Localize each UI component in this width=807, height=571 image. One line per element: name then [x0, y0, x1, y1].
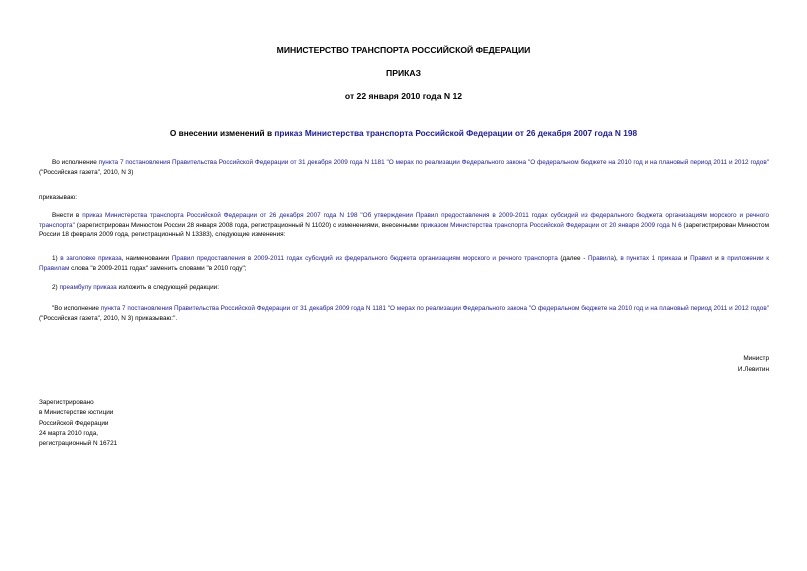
signature-position: Министр [743, 355, 769, 362]
p5-text1: 2) [52, 284, 60, 291]
title-prefix: О внесении изменений в [169, 128, 275, 138]
registration-line: регистрационный N 16721 [39, 440, 118, 448]
ministry-heading: МИНИСТЕРСТВО ТРАНСПОРТА РОССИЙСКОЙ ФЕДЕРАЦИИ [276, 45, 531, 55]
paragraph-preamble [39, 158, 769, 177]
p3-order-198-link[interactable]: приказ Министерства транспорта Российской Федерации от 26 декабря 2007 года N 198 "Об утверждении Правил предоставления в 2009-2011 годах субсидий из федерального бюджета организациям морского и речного транспорта" [39, 212, 769, 229]
p3-order-6-link[interactable]: приказом Министерства транспорта Российской Федерации от 20 января 2009 года N 6 [420, 221, 682, 229]
p4-rules-link[interactable]: Правила [587, 255, 614, 262]
date-number-heading: от 22 января 2010 года N 12 [344, 91, 463, 101]
p4-rules-name-link[interactable]: Правил предоставления в 2009-2011 годах субсидий из федерального бюджета организациям морского и речного транспорта [171, 255, 558, 262]
registration-line: 24 марта 2010 года, [39, 429, 99, 437]
p4-rules-link-2[interactable]: Правил [690, 255, 713, 262]
paragraph-order-word: приказываю: [39, 194, 77, 201]
p5-preamble-link[interactable]: преамбулу приказа [59, 284, 117, 291]
p4-title-link[interactable]: в заголовке приказа [60, 255, 122, 262]
p6-text2: ("Российская газета", 2010, N 3) приказываю:". [39, 314, 178, 322]
p6-text1: "Во исполнение [52, 305, 101, 312]
p4-appendix-link[interactable]: в приложении к Правилам [39, 255, 769, 272]
paragraph-changes-intro [39, 211, 769, 240]
p3-text2: (зарегистрирован Минюстом России 28 января 2008 года, регистрационный N 11020) с изменениями, внесенными [74, 221, 421, 229]
p4-text1: 1) [52, 255, 61, 262]
p4-text2: , наименовании [121, 255, 172, 262]
document-title [20, 128, 787, 139]
p1-text2: ("Российская газета", 2010, N 3) [39, 168, 134, 176]
p1-resolution-link[interactable]: пункта 7 постановления Правительства Российской Федерации от 31 декабря 2009 года N 1181 "О мерах по реализации Федерального закона "О федеральном бюджете на 2010 год и на плановый период 2011 и 2012 годов" [98, 159, 769, 166]
p1-text1: Во исполнение [52, 159, 99, 166]
p5-text2: изложить в следующей редакции: [116, 284, 219, 291]
paragraph-change-1 [39, 254, 769, 273]
registration-block [39, 398, 239, 449]
paragraph-change-2 [39, 283, 769, 293]
p4-text4: ), [613, 255, 621, 262]
paragraph-new-preamble [39, 304, 769, 323]
p4-text6: и [712, 255, 722, 262]
p4-clauses-link[interactable]: в пунктах 1 приказа [620, 255, 682, 262]
title-order-link[interactable]: приказ Министерства транспорта Российской Федерации от 26 декабря 2007 года N 198 [274, 128, 638, 138]
registration-line: Зарегистрировано [39, 399, 94, 406]
registration-line: Российской Федерации [39, 419, 109, 427]
p3-text1: Внести в [52, 212, 83, 219]
signature-name: И.Левитин [737, 366, 769, 373]
doc-type-heading: ПРИКАЗ [386, 68, 421, 78]
p6-resolution-link[interactable]: пункта 7 постановления Правительства Российской Федерации от 31 декабря 2009 года N 1181 "О мерах по реализации Федерального закона "О федеральном бюджете на 2010 год и на плановый период 2011 и 2012 годов" [100, 305, 769, 312]
p3-text3: (зарегистрирован Минюстом России 18 февраля 2009 года, регистрационный N 13383), следующие изменения: [39, 221, 769, 239]
p4-text7: слова "в 2009-2011 годах" заменить словами "в 2010 году"; [69, 264, 247, 272]
p4-text5: и [681, 255, 691, 262]
p4-text3: (далее - [557, 255, 588, 262]
registration-line: в Министерстве юстиции [39, 409, 114, 417]
